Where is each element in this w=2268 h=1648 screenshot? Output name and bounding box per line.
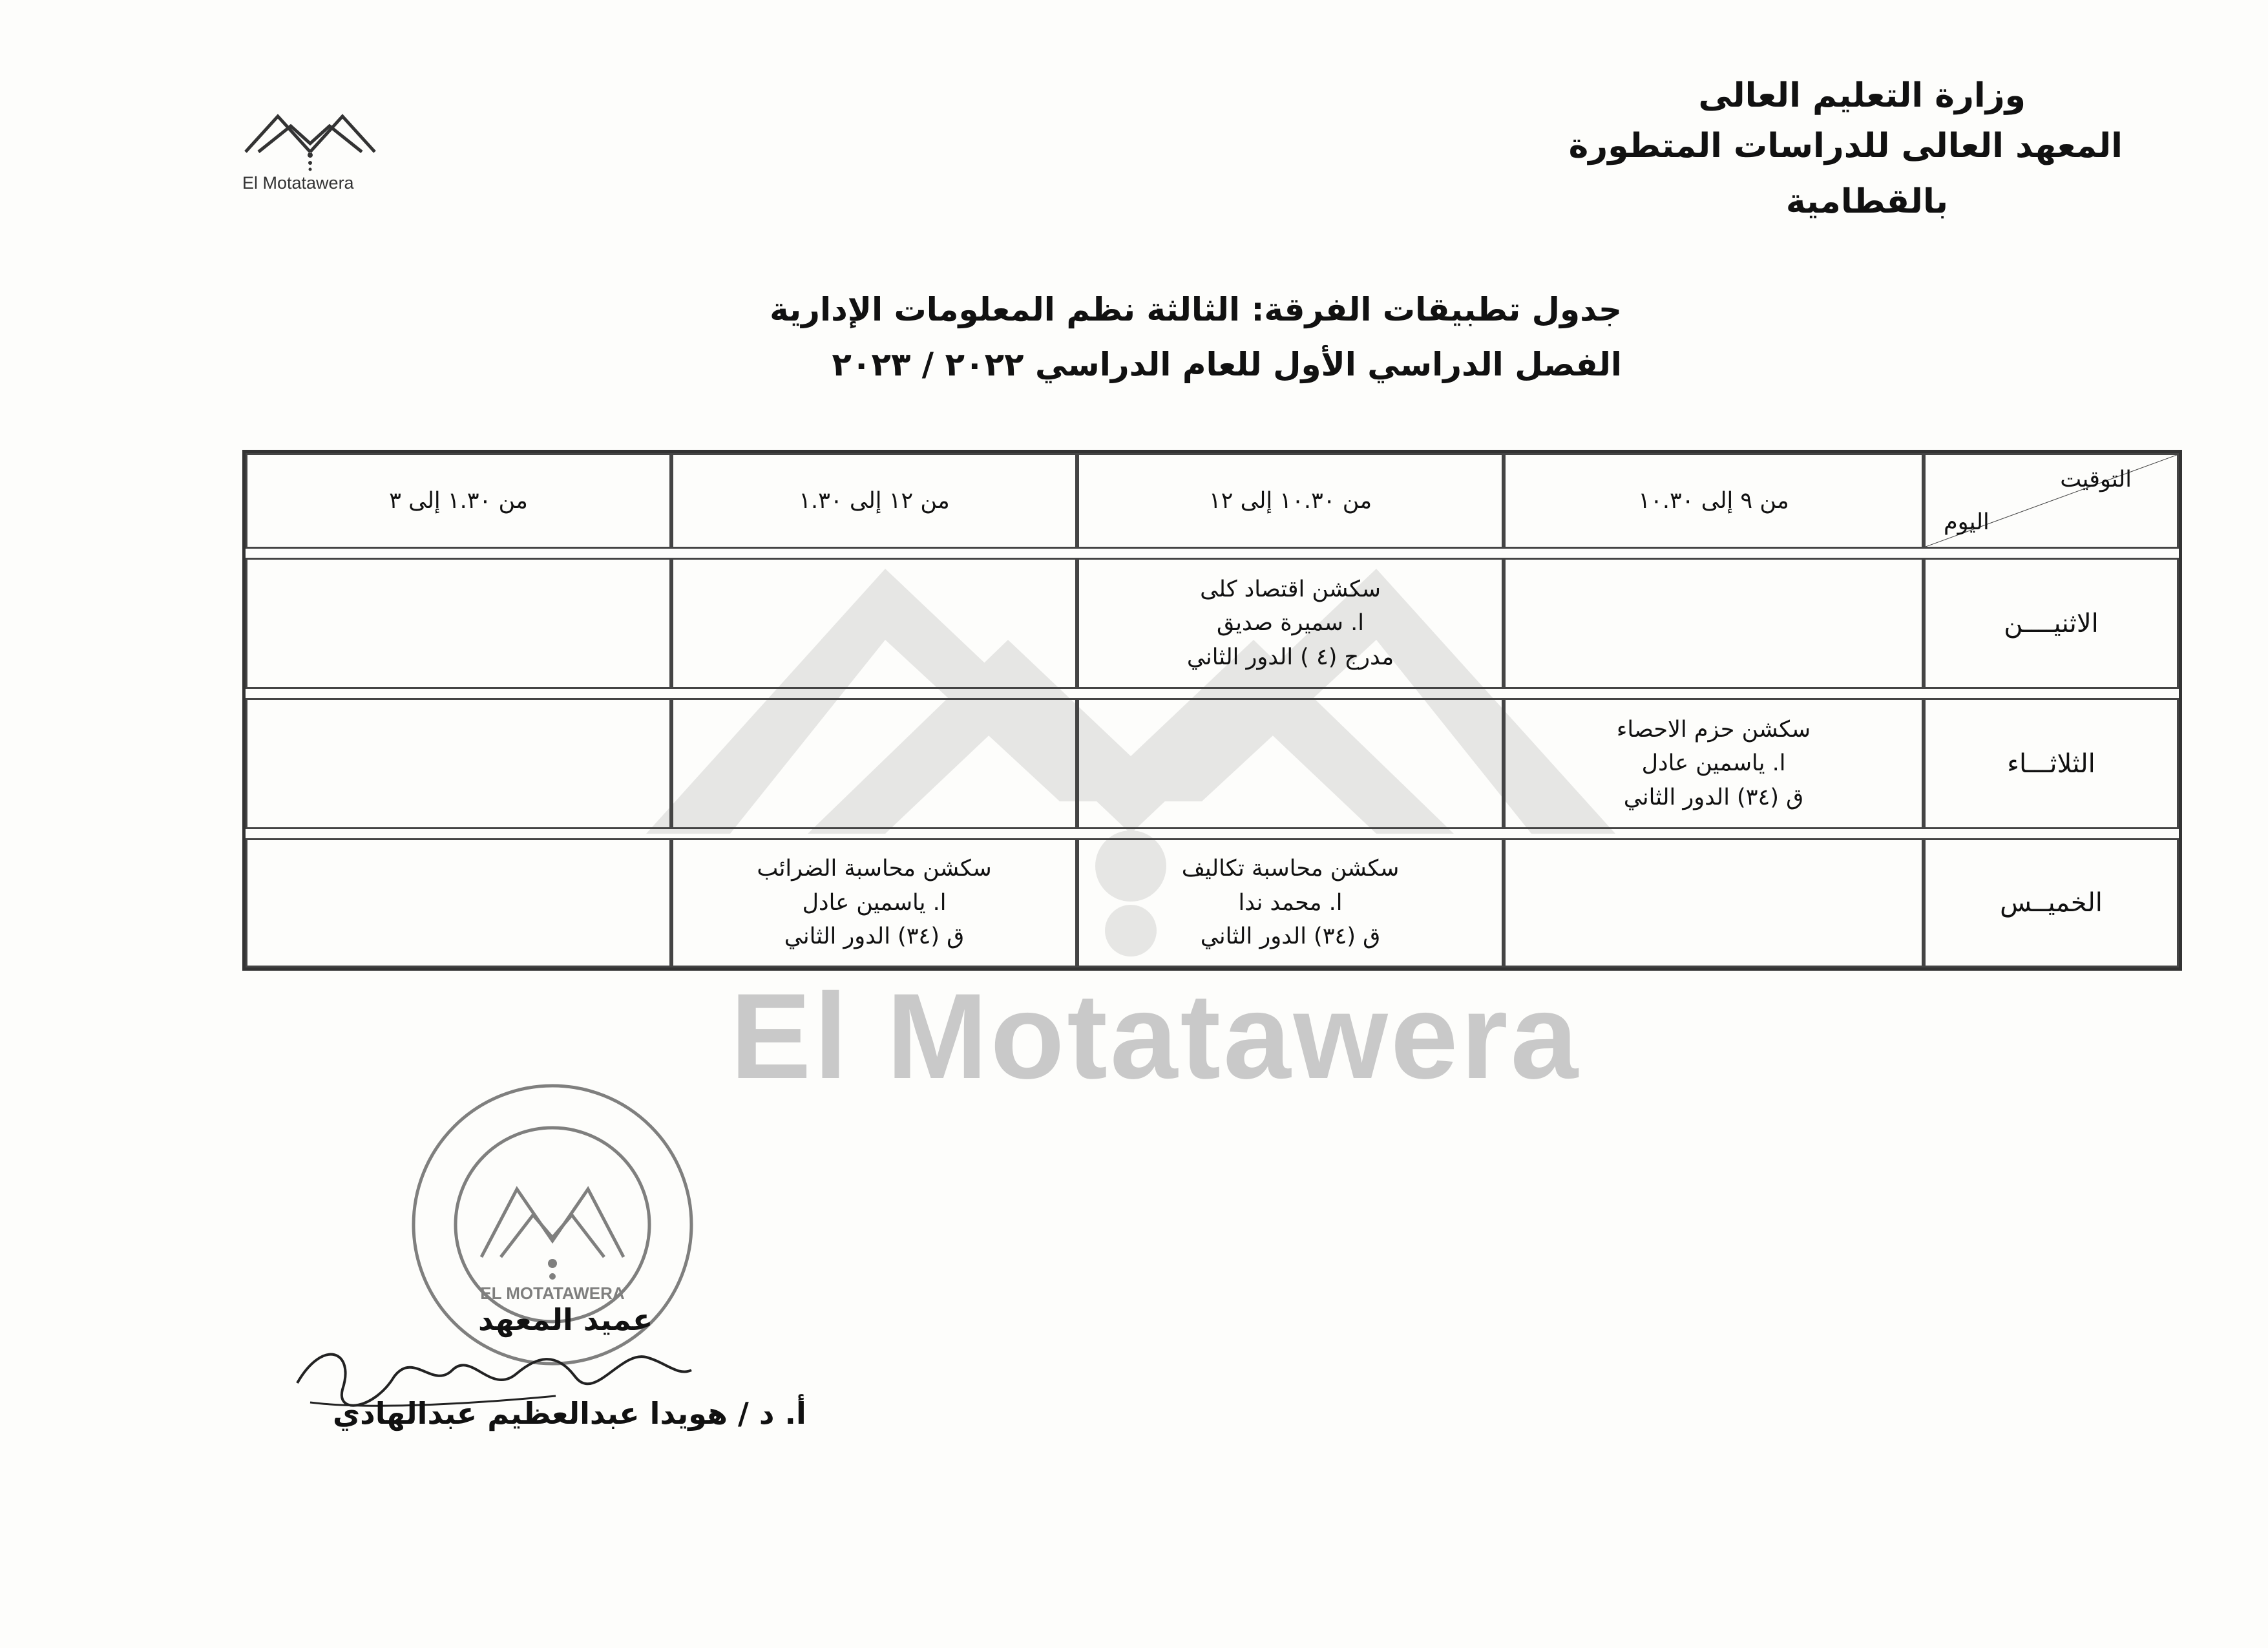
session-cell xyxy=(1077,698,1504,829)
session-room: ق (٣٤) الدور الثاني xyxy=(1200,924,1381,950)
institute-name: المعهد العالى للدراسات المتطورة xyxy=(1568,127,2123,165)
session-instructor: ا. ياسمين عادل xyxy=(802,889,947,916)
session-instructor: ا. ياسمين عادل xyxy=(1641,750,1786,777)
table-row xyxy=(246,698,2179,829)
stamp-text: EL MOTATAWERA xyxy=(480,1284,625,1303)
session-cell xyxy=(1077,838,1504,967)
corner-label-day: اليوم xyxy=(1944,509,1990,535)
session-room: ق (٣٤) الدور الثاني xyxy=(1623,784,1804,810)
table-header-row xyxy=(246,453,2179,549)
time-slot-header: من ١٠.٣٠ إلى ١٢ xyxy=(1077,453,1504,549)
day-cell: الخميــس xyxy=(1924,838,2179,967)
time-slot-header: من ٩ إلى ١٠.٣٠ xyxy=(1504,453,1924,549)
watermark-text: El Motatawera xyxy=(730,968,1581,1104)
session-course: سكشن محاسبة الضرائب xyxy=(757,856,992,882)
time-slot-header: من ١٢ إلى ١.٣٠ xyxy=(671,453,1077,549)
corner-label-time: التوقيت xyxy=(2060,467,2132,492)
ministry-name: وزارة التعليم العالى xyxy=(1698,76,2026,115)
session-room: ق (٣٤) الدور الثاني xyxy=(784,924,965,950)
session-cell xyxy=(246,838,671,967)
session-cell xyxy=(1077,558,1504,689)
session-course: سكشن محاسبة تكاليف xyxy=(1181,856,1400,882)
time-slot-header: من ١.٣٠ إلى ٣ xyxy=(246,453,671,549)
day-cell: الاثنيــــن xyxy=(1924,558,2179,689)
day-cell: الثلاثـــاء xyxy=(1924,698,2179,829)
session-cell xyxy=(246,698,671,829)
session-cell xyxy=(1504,558,1924,689)
session-room: مدرج (٤ ) الدور الثاني xyxy=(1186,644,1394,670)
session-cell xyxy=(671,698,1077,829)
schedule-title: جدول تطبيقات الفرقة: الثالثة نظم المعلومات الإدارية xyxy=(770,291,1622,328)
institute-location: بالقطامية xyxy=(1785,182,1948,221)
session-course: سكشن اقتصاد كلى xyxy=(1200,576,1381,602)
schedule-table xyxy=(242,450,2182,971)
dean-title: عميد المعهد xyxy=(478,1302,653,1337)
session-cell xyxy=(1504,698,1924,829)
session-cell xyxy=(246,558,671,689)
semester-title: الفصل الدراسي الأول للعام الدراسي ٢٠٢٢ / ٢٠٢٣ xyxy=(832,346,1622,383)
session-cell xyxy=(671,558,1077,689)
session-cell xyxy=(1504,838,1924,967)
corner-cell xyxy=(1924,453,2179,549)
session-instructor: ا. محمد ندا xyxy=(1238,889,1343,916)
session-instructor: ا. سميرة صديق xyxy=(1217,610,1364,637)
dean-name: أ. د / هويدا عبدالعظيم عبدالهادي xyxy=(333,1396,806,1431)
session-course: سكشن حزم الاحصاء xyxy=(1616,716,1811,743)
table-row xyxy=(246,838,2179,967)
table-row xyxy=(246,558,2179,689)
logo-text: El Motatawera xyxy=(242,173,354,193)
session-cell xyxy=(671,838,1077,967)
